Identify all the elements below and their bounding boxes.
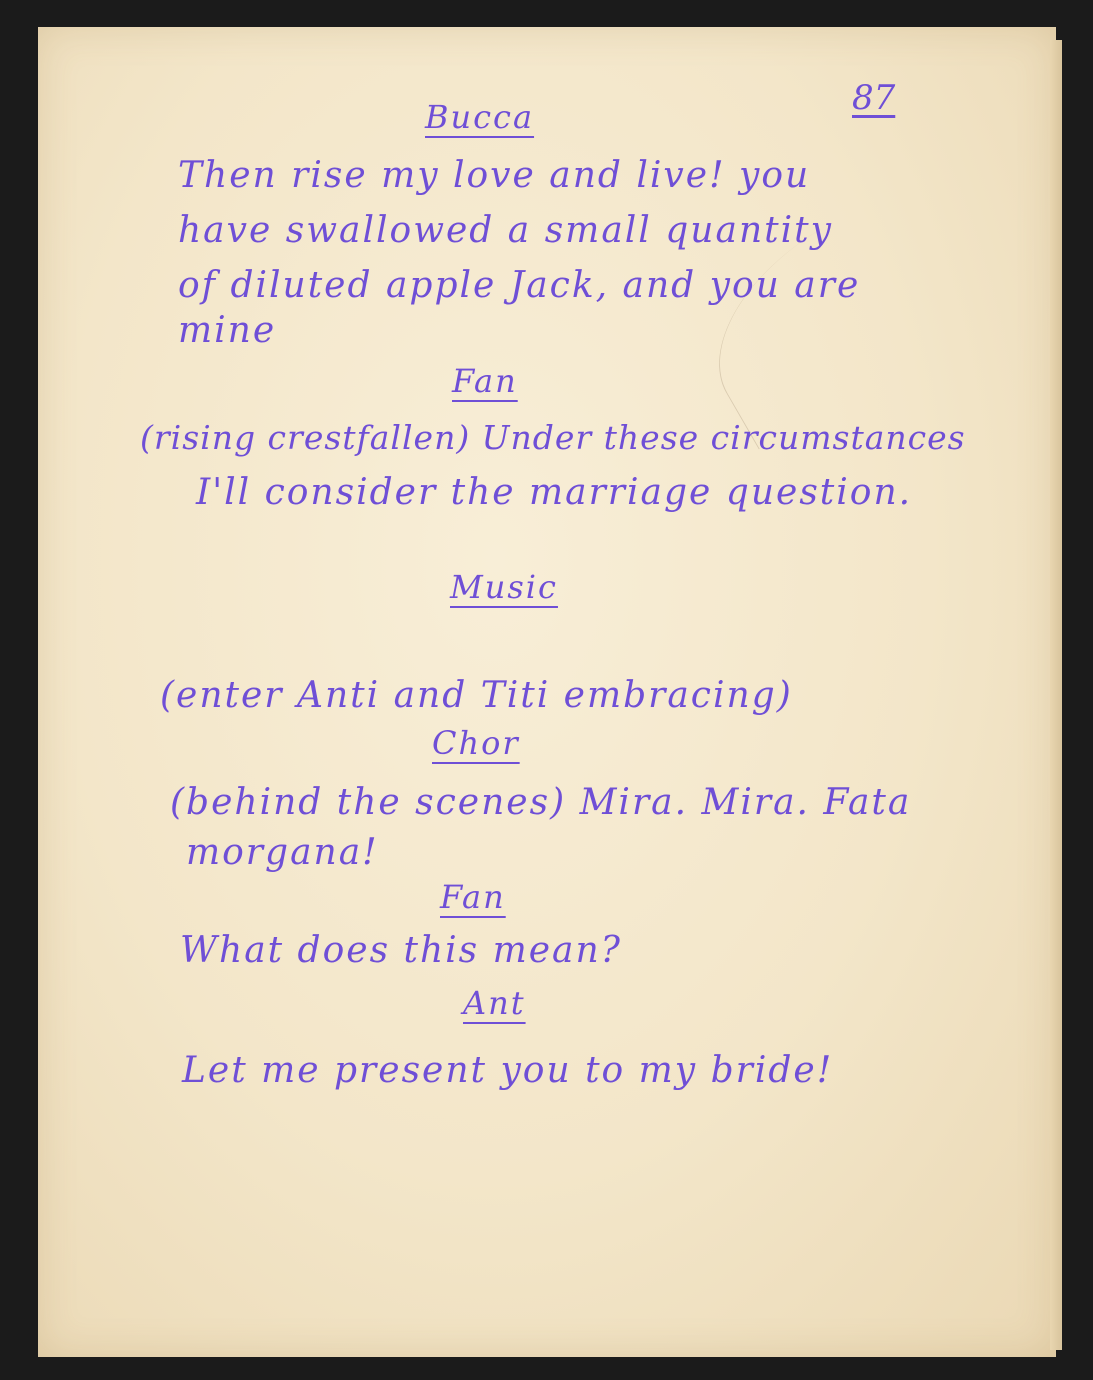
speaker-heading-fan: Fan — [452, 362, 518, 400]
stage-direction-line: (rising crestfallen) Under these circumstances — [140, 418, 966, 457]
page-number: 87 — [852, 78, 896, 118]
speaker-heading-ant: Ant — [463, 984, 526, 1022]
stage-direction-line: (enter Anti and Titi embracing) — [160, 675, 793, 716]
speech-line: mine — [178, 310, 277, 351]
speech-line: Let me present you to my bride! — [182, 1050, 834, 1091]
speech-line: Then rise my love and live! you — [178, 155, 811, 196]
speech-line: What does this mean? — [180, 930, 622, 971]
speech-line: morgana! — [186, 832, 379, 873]
paper-edge — [1050, 40, 1062, 1350]
speaker-heading-chor: Chor — [432, 724, 520, 762]
speech-line: I'll consider the marriage question. — [196, 472, 913, 513]
speech-line: of diluted apple Jack, and you are — [178, 265, 861, 306]
speech-line: have swallowed a small quantity — [178, 210, 833, 251]
music-heading: Music — [450, 568, 558, 606]
speaker-heading-fan: Fan — [440, 878, 506, 916]
speaker-heading-bucca: Bucca — [425, 98, 535, 136]
stage-direction-line: (behind the scenes) Mira. Mira. Fata — [170, 782, 912, 823]
